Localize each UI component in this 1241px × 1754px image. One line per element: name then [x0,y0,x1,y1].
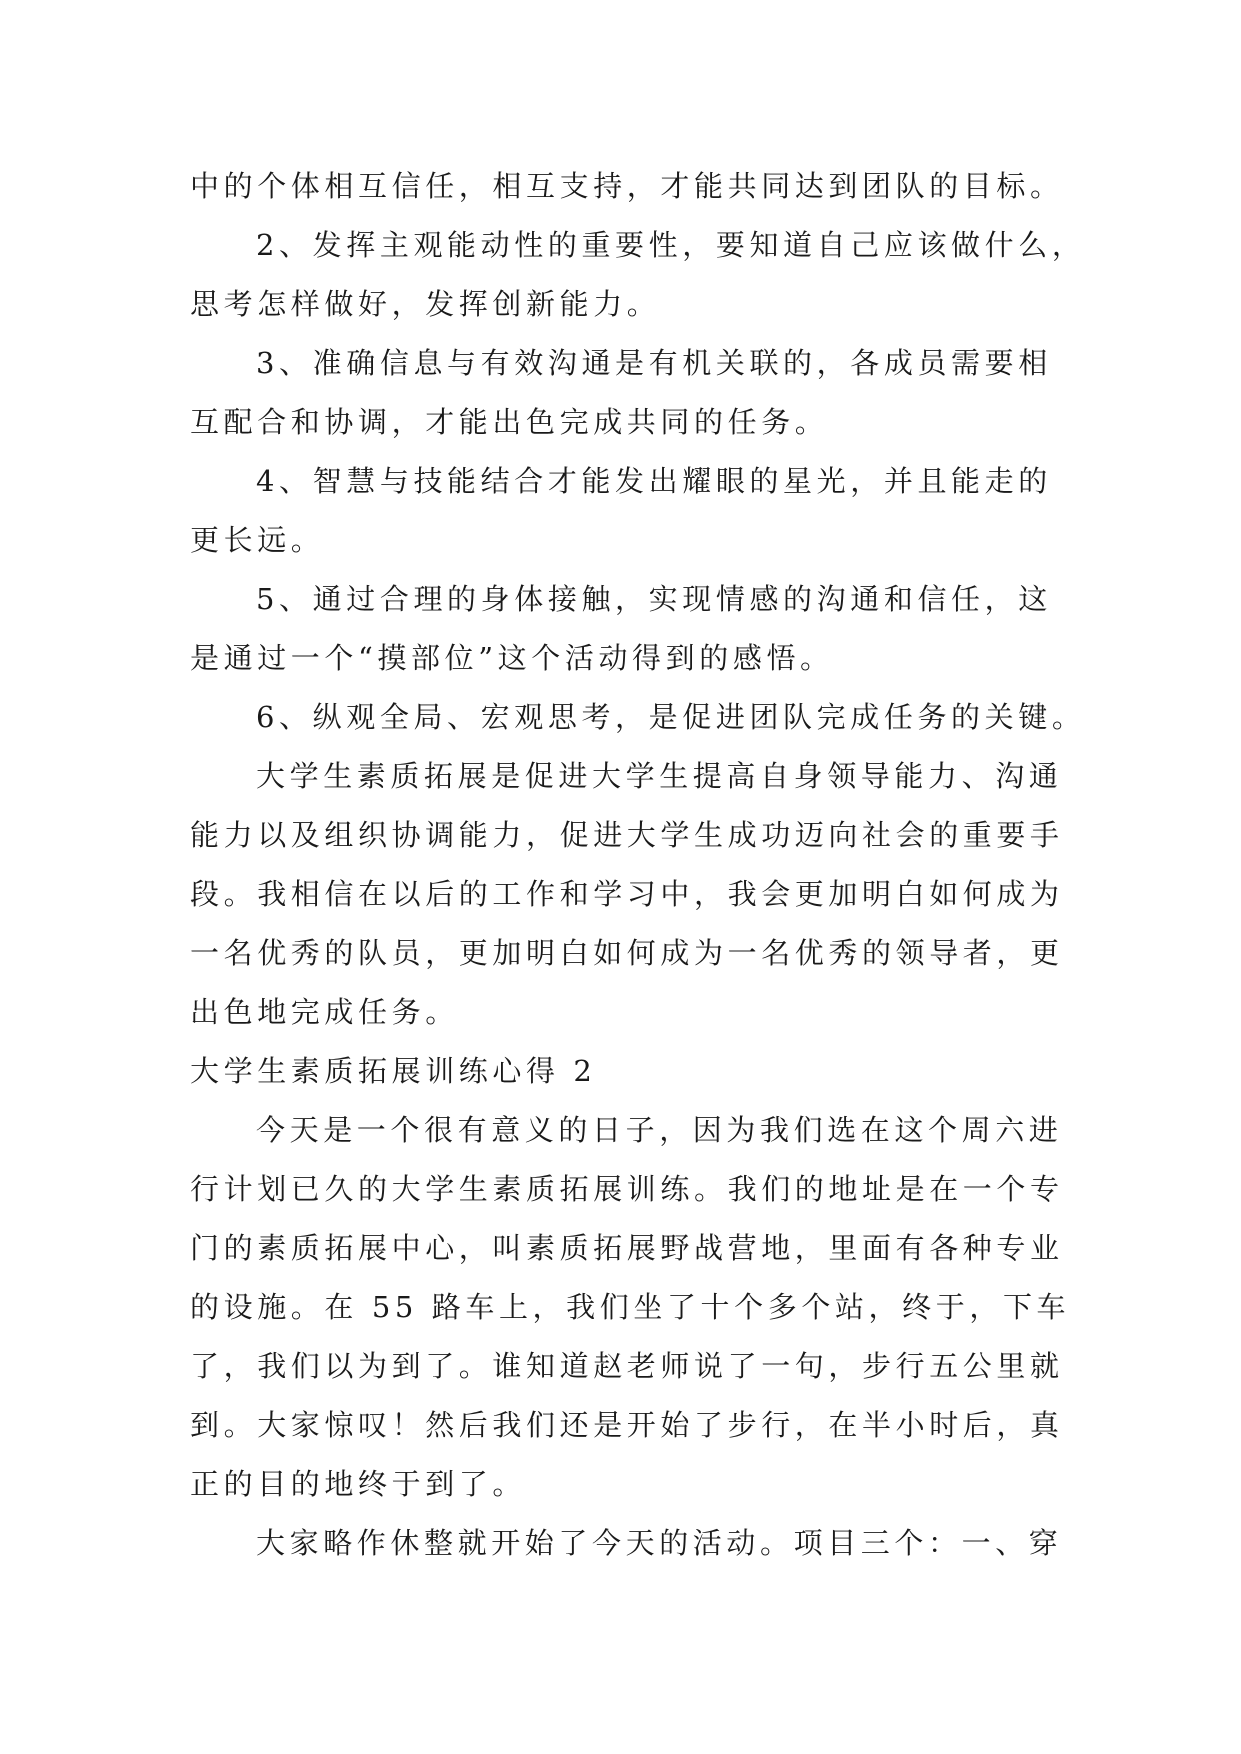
paragraph-line: 出色地完成任务。 [190,995,459,1029]
list-item-4: 4、智慧与技能结合才能发出耀眼的星光，并且能走的 [256,464,1052,498]
list-item-2: 2、发挥主观能动性的重要性，要知道自己应该做什么， [256,228,1086,262]
paragraph-line: 思考怎样做好，发挥创新能力。 [190,287,661,321]
list-item-5: 5、通过合理的身体接触，实现情感的沟通和信任，这 [256,582,1052,616]
paragraph-line: 段。我相信在以后的工作和学习中，我会更加明白如何成为 [190,877,1064,911]
list-item-6: 6、纵观全局、宏观思考，是促进团队完成任务的关键。 [256,700,1086,734]
paragraph-line: 是通过一个“摸部位”这个活动得到的感悟。 [190,641,834,675]
paragraph-line: 中的个体相互信任，相互支持，才能共同达到团队的目标。 [190,169,1064,203]
paragraph-line: 互配合和协调，才能出色完成共同的任务。 [190,405,829,439]
paragraph-line: 正的目的地终于到了。 [190,1467,527,1501]
paragraph-line: 大学生素质拓展是促进大学生提高自身领导能力、沟通 [256,759,1063,793]
list-item-3: 3、准确信息与有效沟通是有机关联的，各成员需要相 [256,346,1052,380]
paragraph-line: 大家略作休整就开始了今天的活动。项目三个：一、穿 [256,1526,1063,1560]
paragraph-line: 的设施。在 55 路车上，我们坐了十个多个站，终于，下车 [190,1290,1071,1324]
paragraph-line: 今天是一个很有意义的日子，因为我们选在这个周六进 [256,1113,1063,1147]
paragraph-line: 能力以及组织协调能力，促进大学生成功迈向社会的重要手 [190,818,1064,852]
paragraph-line: 一名优秀的队员，更加明白如何成为一名优秀的领导者，更 [190,936,1064,970]
paragraph-line: 行计划已久的大学生素质拓展训练。我们的地址是在一个专 [190,1172,1064,1206]
paragraph-line: 了，我们以为到了。谁知道赵老师说了一句，步行五公里就 [190,1349,1064,1383]
section-heading: 大学生素质拓展训练心得 2 [190,1054,597,1088]
paragraph-line: 更长远。 [190,523,325,557]
paragraph-line: 门的素质拓展中心，叫素质拓展野战营地，里面有各种专业 [190,1231,1064,1265]
paragraph-line: 到。大家惊叹！然后我们还是开始了步行，在半小时后，真 [190,1408,1064,1442]
